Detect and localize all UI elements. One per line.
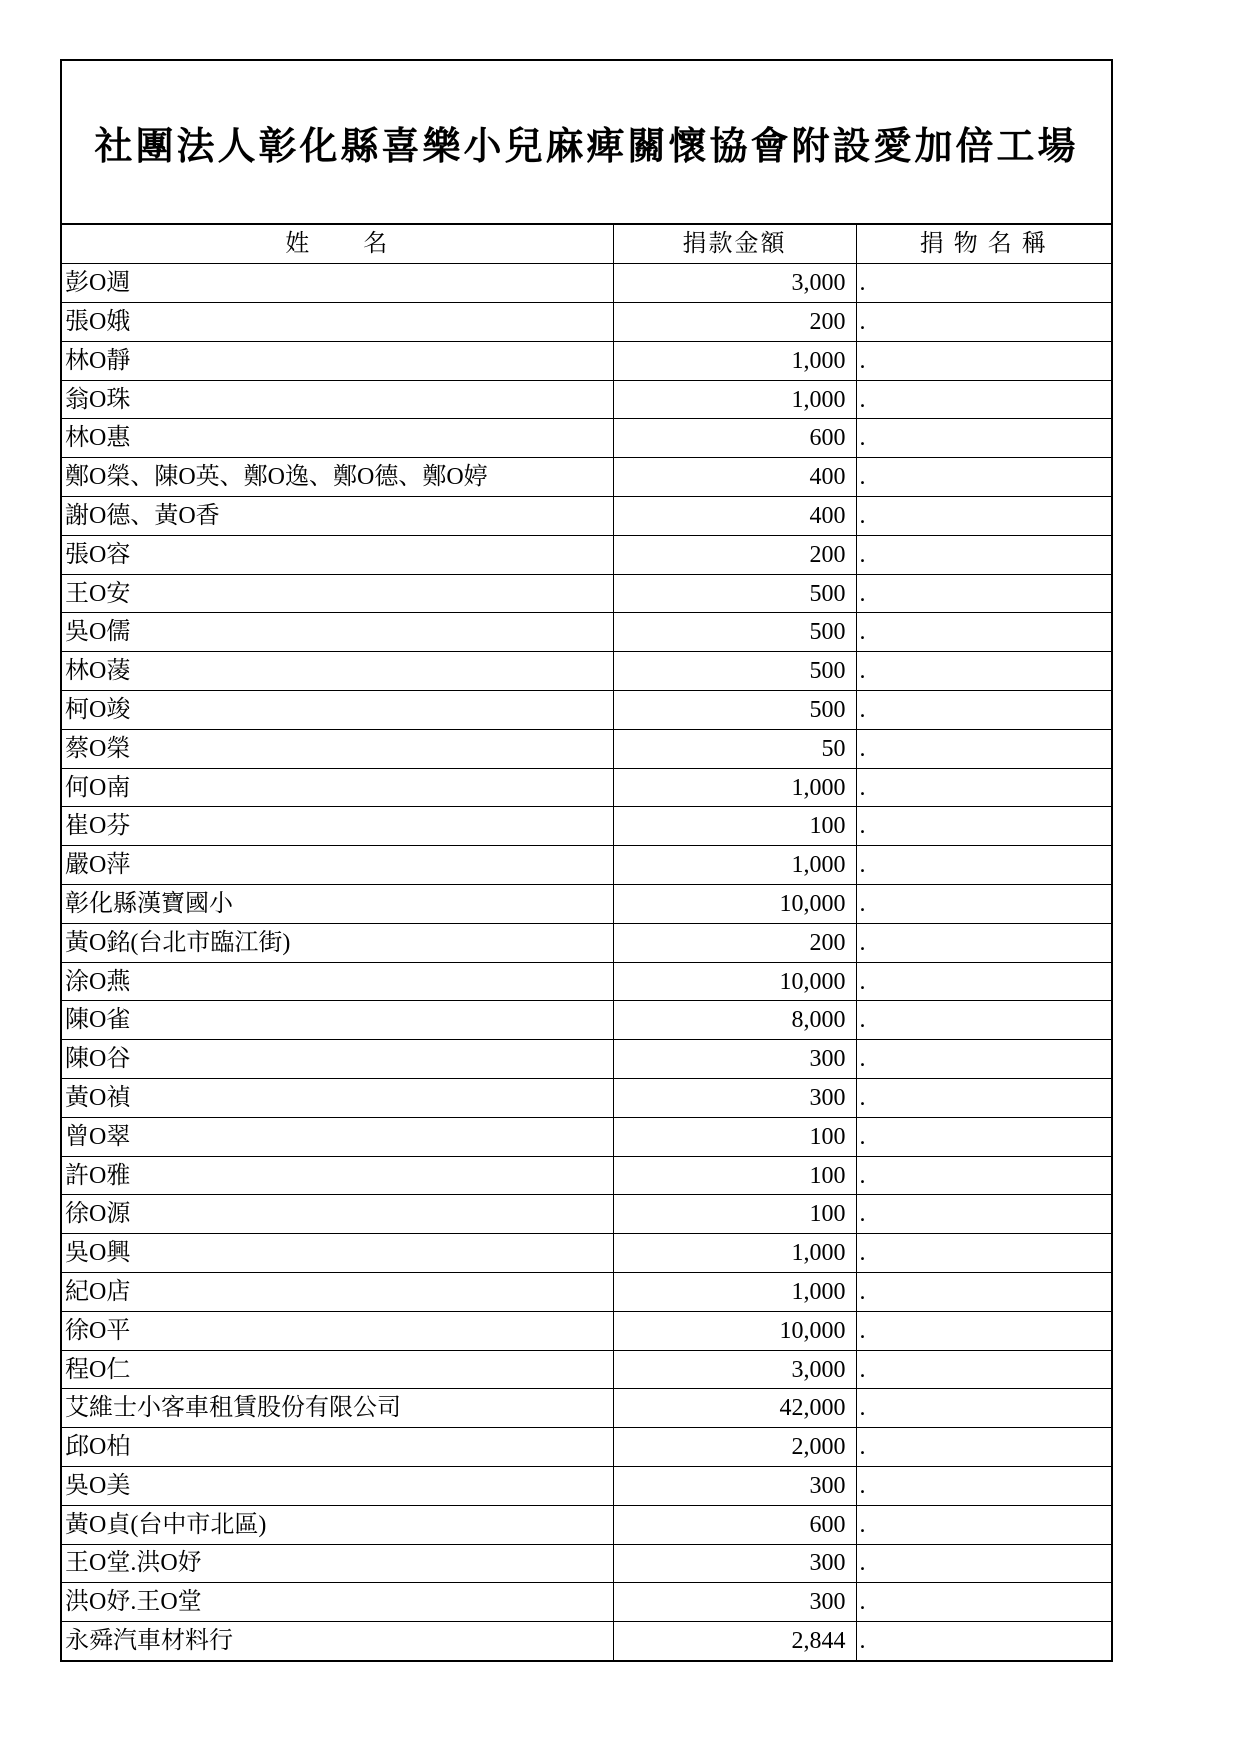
donation-amount-cell: 200 xyxy=(613,303,856,342)
donated-item-cell: . xyxy=(856,807,1111,846)
table-row xyxy=(62,1350,1111,1389)
donated-item-cell: . xyxy=(856,885,1111,924)
donated-item-cell: . xyxy=(856,535,1111,574)
donation-amount-cell: 600 xyxy=(613,419,856,458)
donated-item-cell: . xyxy=(856,1350,1111,1389)
table-row xyxy=(62,1001,1111,1040)
donor-name-cell: 洪O妤.王O堂 xyxy=(62,1583,613,1622)
donated-item-cell: . xyxy=(856,303,1111,342)
donor-name-cell: 紀O店 xyxy=(62,1273,613,1312)
table-row xyxy=(62,341,1111,380)
table-row xyxy=(62,1467,1111,1506)
donated-item-cell: . xyxy=(856,574,1111,613)
donation-amount-cell: 400 xyxy=(613,458,856,497)
donated-item-cell: . xyxy=(856,1505,1111,1544)
donor-name-cell: 張O娥 xyxy=(62,303,613,342)
donation-amount-cell: 10,000 xyxy=(613,962,856,1001)
donor-name-cell: 黃O銘(台北市臨江街) xyxy=(62,923,613,962)
donated-item-cell: . xyxy=(856,1544,1111,1583)
donor-name-cell: 陳O雀 xyxy=(62,1001,613,1040)
table-row xyxy=(62,807,1111,846)
donor-name-cell: 鄭O榮、陳O英、鄭O逸、鄭O德、鄭O婷 xyxy=(62,458,613,497)
donation-amount-cell: 300 xyxy=(613,1079,856,1118)
donor-name-cell: 邱O柏 xyxy=(62,1428,613,1467)
donated-item-cell: . xyxy=(856,1389,1111,1428)
donated-item-cell: . xyxy=(856,1040,1111,1079)
header-name: 姓 名 xyxy=(285,231,390,258)
donor-name-cell: 許O雅 xyxy=(62,1156,613,1195)
donor-name-cell: 彰化縣漢寶國小 xyxy=(62,885,613,924)
donor-name-cell: 涂O燕 xyxy=(62,962,613,1001)
donation-sheet xyxy=(60,59,1113,1662)
donation-amount-cell: 300 xyxy=(613,1040,856,1079)
donated-item-cell: . xyxy=(856,768,1111,807)
document-title: 社團法人彰化縣喜樂小兒麻痺關懷協會附設愛加倍工場 xyxy=(94,122,1079,168)
donation-amount-cell: 500 xyxy=(613,574,856,613)
donation-amount-cell: 100 xyxy=(613,1195,856,1234)
table-row xyxy=(62,1156,1111,1195)
donor-name-cell: 張O容 xyxy=(62,535,613,574)
donor-name-cell: 林O惠 xyxy=(62,419,613,458)
donation-amount-cell: 1,000 xyxy=(613,1273,856,1312)
donated-item-cell: . xyxy=(856,1311,1111,1350)
donation-amount-cell: 2,844 xyxy=(613,1622,856,1661)
table-row xyxy=(62,1195,1111,1234)
donation-amount-cell: 3,000 xyxy=(613,264,856,303)
table-row xyxy=(62,729,1111,768)
table-row xyxy=(62,380,1111,419)
donated-item-cell: . xyxy=(856,1195,1111,1234)
donation-amount-cell: 100 xyxy=(613,1117,856,1156)
donated-item-cell: . xyxy=(856,380,1111,419)
donation-amount-cell: 100 xyxy=(613,807,856,846)
donation-amount-cell: 300 xyxy=(613,1583,856,1622)
donation-amount-cell: 1,000 xyxy=(613,846,856,885)
title-box xyxy=(62,61,1111,225)
table-row xyxy=(62,1079,1111,1118)
donated-item-cell: . xyxy=(856,1273,1111,1312)
donated-item-cell: . xyxy=(856,419,1111,458)
table-row xyxy=(62,1234,1111,1273)
donated-item-cell: . xyxy=(856,458,1111,497)
donation-amount-cell: 10,000 xyxy=(613,885,856,924)
table-row xyxy=(62,1505,1111,1544)
donor-name-cell: 翁O珠 xyxy=(62,380,613,419)
donor-name-cell: 崔O芬 xyxy=(62,807,613,846)
donor-name-cell: 吳O儒 xyxy=(62,613,613,652)
donation-amount-cell: 600 xyxy=(613,1505,856,1544)
donor-name-cell: 彭O週 xyxy=(62,264,613,303)
donor-name-cell: 吳O美 xyxy=(62,1467,613,1506)
donor-name-cell: 曾O翠 xyxy=(62,1117,613,1156)
donation-amount-cell: 1,000 xyxy=(613,1234,856,1273)
header-amount: 捐款金額 xyxy=(613,225,856,264)
donor-name-cell: 艾維士小客車租賃股份有限公司 xyxy=(62,1389,613,1428)
donated-item-cell: . xyxy=(856,691,1111,730)
donor-name-cell: 蔡O榮 xyxy=(62,729,613,768)
donation-amount-cell: 3,000 xyxy=(613,1350,856,1389)
donation-amount-cell: 200 xyxy=(613,923,856,962)
table-row xyxy=(62,535,1111,574)
donor-name-cell: 何O南 xyxy=(62,768,613,807)
donated-item-cell: . xyxy=(856,1079,1111,1118)
donor-name-cell: 柯O竣 xyxy=(62,691,613,730)
donation-amount-cell: 500 xyxy=(613,652,856,691)
table-row xyxy=(62,652,1111,691)
donated-item-cell: . xyxy=(856,1001,1111,1040)
table-row xyxy=(62,419,1111,458)
donated-item-cell: . xyxy=(856,1156,1111,1195)
donation-amount-cell: 1,000 xyxy=(613,768,856,807)
table-row xyxy=(62,458,1111,497)
donor-name-cell: 林O蓤 xyxy=(62,652,613,691)
table-row xyxy=(62,923,1111,962)
donated-item-cell: . xyxy=(856,846,1111,885)
donated-item-cell: . xyxy=(856,264,1111,303)
table-row xyxy=(62,1273,1111,1312)
donated-item-cell: . xyxy=(856,1234,1111,1273)
table-row xyxy=(62,303,1111,342)
donation-amount-cell: 8,000 xyxy=(613,1001,856,1040)
donated-item-cell: . xyxy=(856,652,1111,691)
table-body xyxy=(62,264,1111,1661)
donor-name-cell: 永舜汽車材料行 xyxy=(62,1622,613,1661)
table-row xyxy=(62,885,1111,924)
donation-table xyxy=(62,225,1111,1660)
table-row xyxy=(62,1622,1111,1661)
donor-name-cell: 徐O平 xyxy=(62,1311,613,1350)
donated-item-cell: . xyxy=(856,1467,1111,1506)
donated-item-cell: . xyxy=(856,341,1111,380)
donation-amount-cell: 200 xyxy=(613,535,856,574)
donated-item-cell: . xyxy=(856,1622,1111,1661)
donor-name-cell: 謝O德、黃O香 xyxy=(62,497,613,536)
table-row xyxy=(62,613,1111,652)
donation-amount-cell: 2,000 xyxy=(613,1428,856,1467)
table-row xyxy=(62,574,1111,613)
table-row xyxy=(62,691,1111,730)
table-row xyxy=(62,1389,1111,1428)
donated-item-cell: . xyxy=(856,962,1111,1001)
donor-name-cell: 嚴O萍 xyxy=(62,846,613,885)
table-row xyxy=(62,1311,1111,1350)
donation-amount-cell: 500 xyxy=(613,613,856,652)
donation-amount-cell: 10,000 xyxy=(613,1311,856,1350)
donated-item-cell: . xyxy=(856,1583,1111,1622)
donation-amount-cell: 1,000 xyxy=(613,380,856,419)
donation-amount-cell: 400 xyxy=(613,497,856,536)
table-row xyxy=(62,1428,1111,1467)
donor-name-cell: 林O靜 xyxy=(62,341,613,380)
donor-name-cell: 王O安 xyxy=(62,574,613,613)
donation-amount-cell: 1,000 xyxy=(613,341,856,380)
table-row xyxy=(62,264,1111,303)
donated-item-cell: . xyxy=(856,923,1111,962)
donated-item-cell: . xyxy=(856,729,1111,768)
donation-amount-cell: 50 xyxy=(613,729,856,768)
table-row xyxy=(62,962,1111,1001)
table-row xyxy=(62,1117,1111,1156)
table-row xyxy=(62,846,1111,885)
donor-name-cell: 徐O源 xyxy=(62,1195,613,1234)
donation-amount-cell: 300 xyxy=(613,1544,856,1583)
donation-amount-cell: 500 xyxy=(613,691,856,730)
donor-name-cell: 黃O貞(台中市北區) xyxy=(62,1505,613,1544)
donated-item-cell: . xyxy=(856,613,1111,652)
donated-item-cell: . xyxy=(856,1117,1111,1156)
donation-amount-cell: 100 xyxy=(613,1156,856,1195)
table-header-row xyxy=(62,225,1111,264)
donor-name-cell: 黃O禎 xyxy=(62,1079,613,1118)
table-row xyxy=(62,1040,1111,1079)
donation-amount-cell: 42,000 xyxy=(613,1389,856,1428)
table-row xyxy=(62,1583,1111,1622)
table-row xyxy=(62,497,1111,536)
donated-item-cell: . xyxy=(856,1428,1111,1467)
header-item: 捐 物 名 稱 xyxy=(856,225,1111,264)
table-row xyxy=(62,1544,1111,1583)
donor-name-cell: 程O仁 xyxy=(62,1350,613,1389)
donated-item-cell: . xyxy=(856,497,1111,536)
donation-amount-cell: 300 xyxy=(613,1467,856,1506)
donor-name-cell: 王O堂.洪O妤 xyxy=(62,1544,613,1583)
donor-name-cell: 陳O谷 xyxy=(62,1040,613,1079)
donor-name-cell: 吳O興 xyxy=(62,1234,613,1273)
table-row xyxy=(62,768,1111,807)
